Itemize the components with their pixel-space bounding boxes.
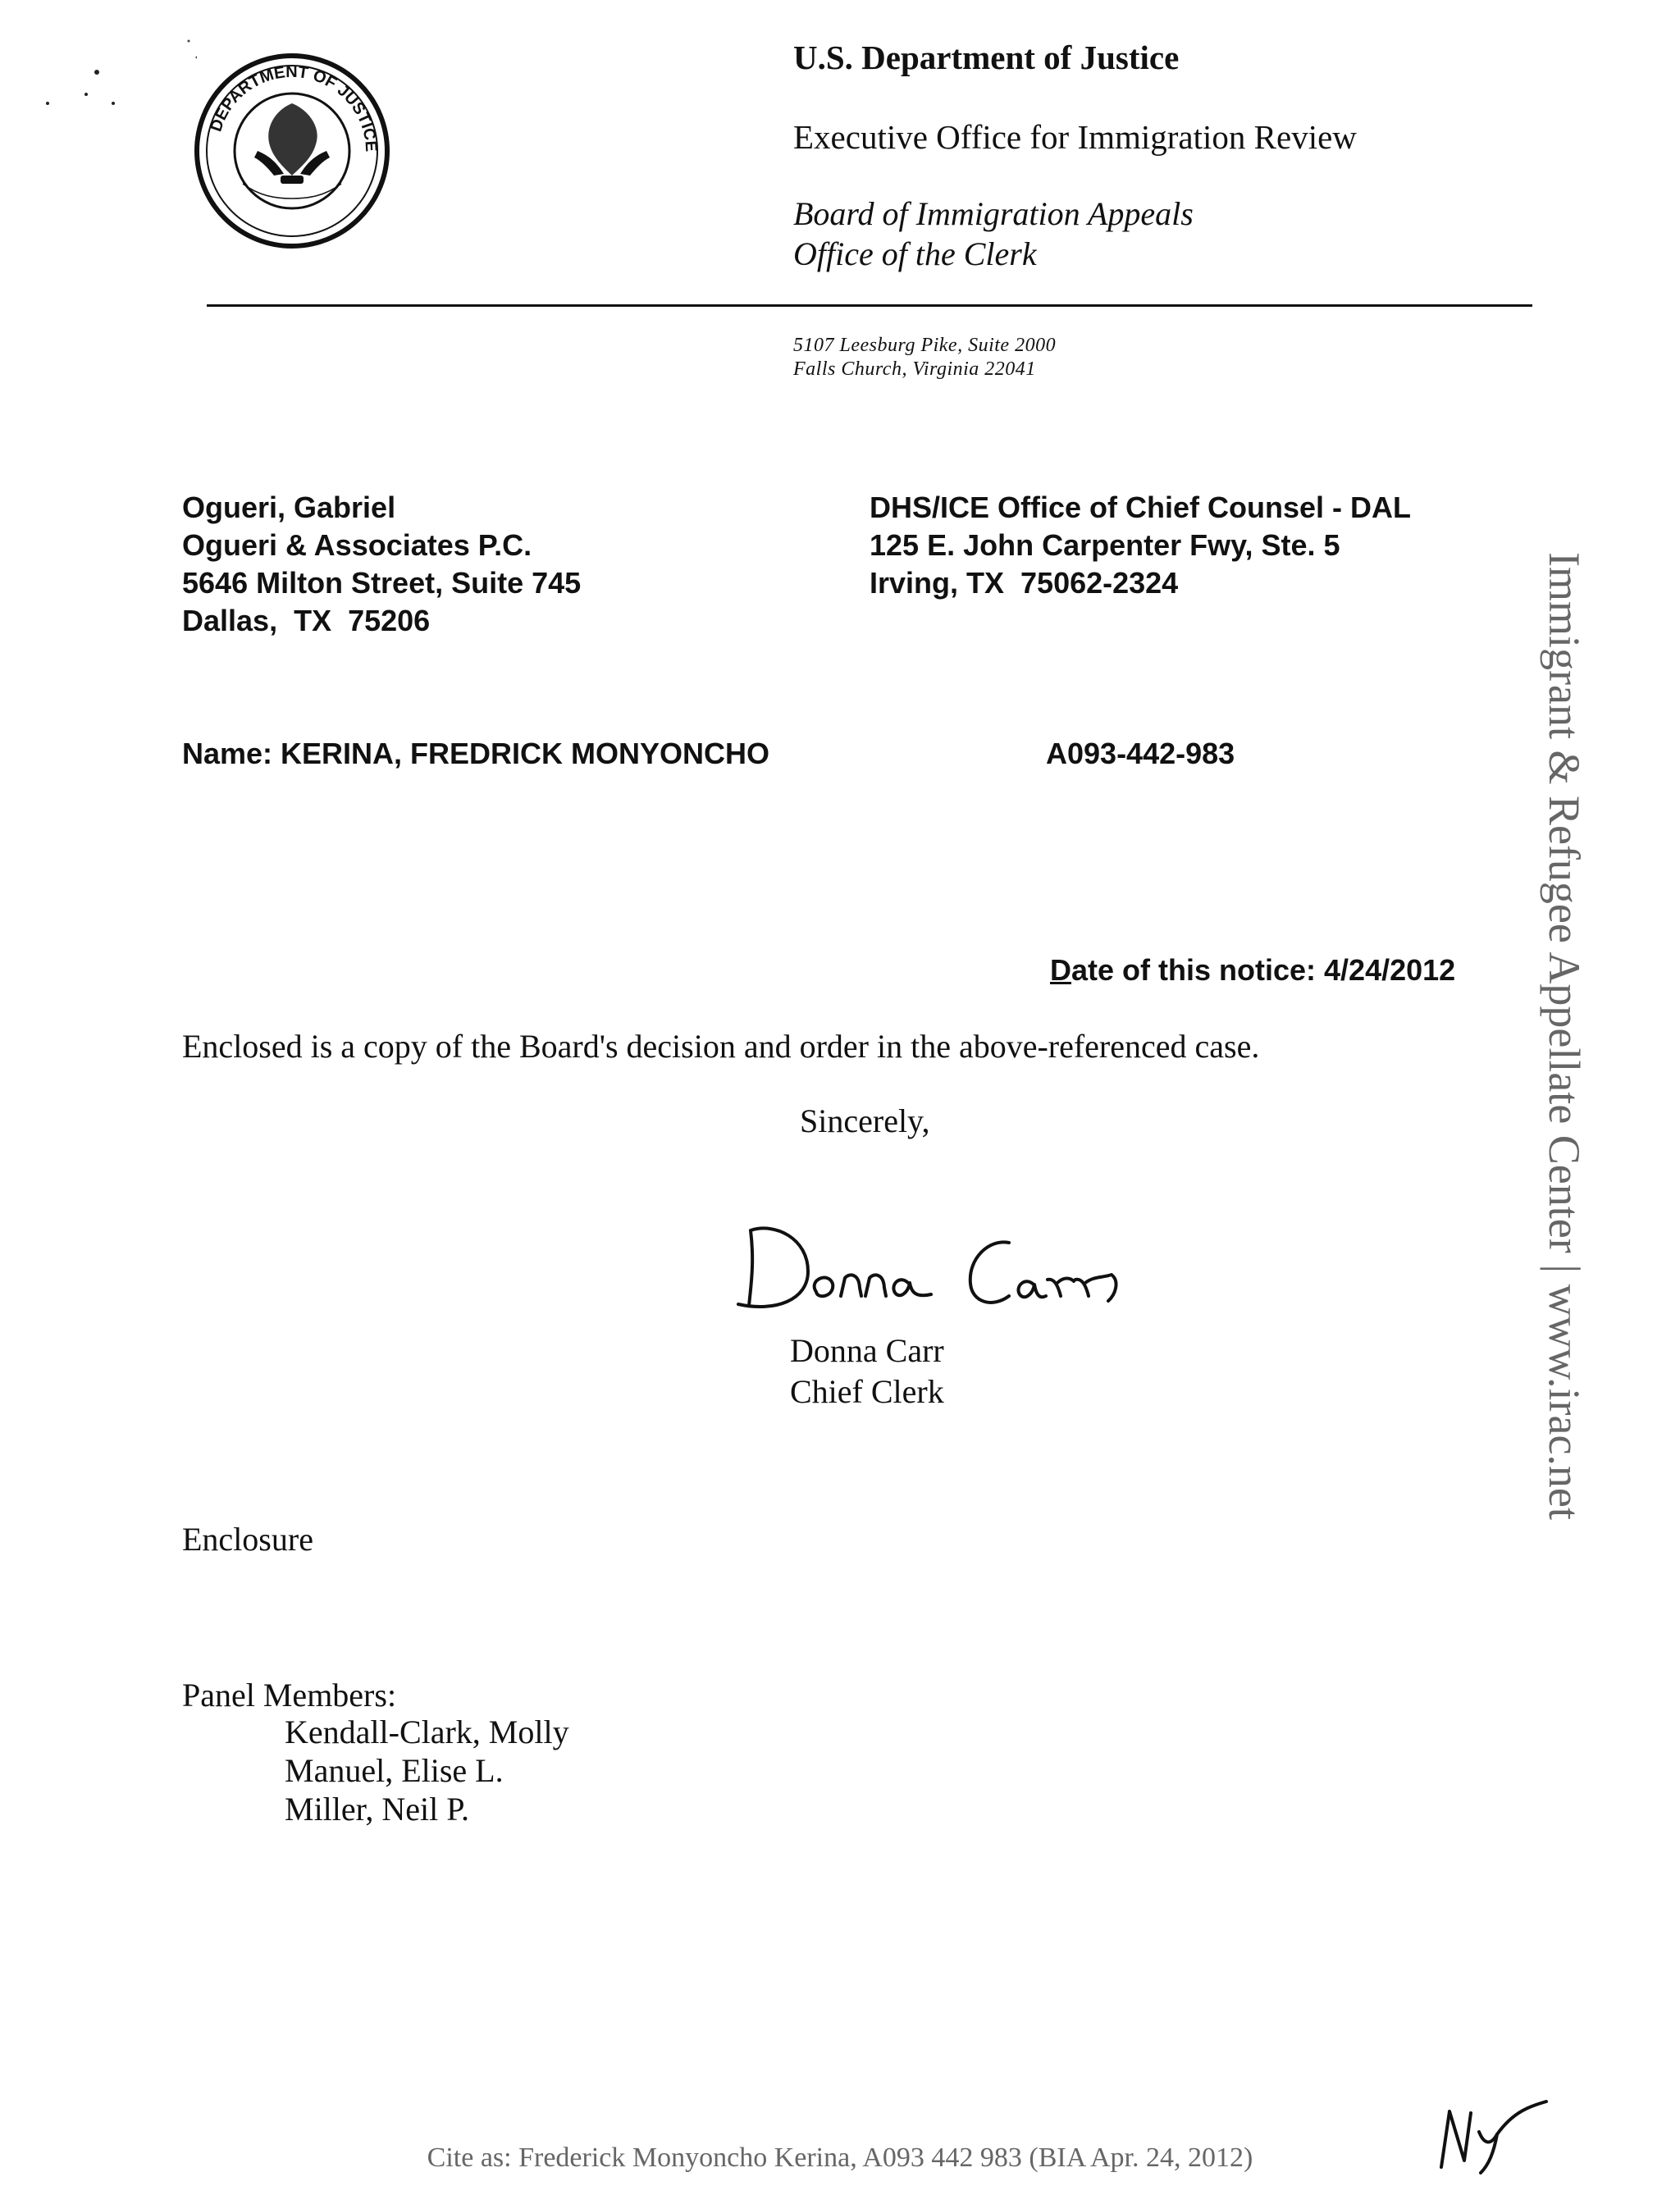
recipient-right-line1: DHS/ICE Office of Chief Counsel - DAL	[870, 491, 1412, 524]
panel-member: Miller, Neil P.	[285, 1791, 470, 1828]
recipient-left-line1: Ogueri, Gabriel	[182, 491, 396, 524]
citation: Cite as: Frederick Monyoncho Kerina, A093 442 983 (BIA Apr. 24, 2012)	[427, 2143, 1253, 2173]
office-name: Executive Office for Immigration Review	[793, 118, 1357, 156]
scan-speckles	[33, 33, 197, 139]
board-name-block	[793, 194, 1194, 274]
board-address-line1: 5107 Leesburg Pike, Suite 2000	[793, 335, 1057, 356]
panel-title: Panel Members:	[182, 1677, 397, 1714]
signer-name: Donna Carr	[790, 1332, 944, 1369]
panel-members	[285, 1713, 569, 1828]
clerk-office-name: Office of the Clerk	[793, 235, 1037, 272]
signer-title: Chief Clerk	[790, 1373, 944, 1410]
notice-date-first-letter: D	[1050, 953, 1071, 987]
alien-number: A093-442-983	[1046, 737, 1235, 770]
doj-seal	[194, 52, 390, 249]
panel-member: Manuel, Elise L.	[285, 1752, 504, 1789]
recipient-right-line2: 125 E. John Carpenter Fwy, Ste. 5	[870, 528, 1340, 562]
recipient-right-line3: Irving, TX 75062-2324	[870, 566, 1179, 600]
header-rule	[207, 304, 1532, 307]
panel-member: Kendall-Clark, Molly	[285, 1714, 569, 1750]
board-name: Board of Immigration Appeals	[793, 195, 1194, 232]
recipient-left-line3: 5646 Milton Street, Suite 745	[182, 566, 582, 600]
notice-date	[1050, 953, 1455, 988]
recipient-right-block	[870, 489, 1411, 602]
department-name: U.S. Department of Justice	[793, 39, 1180, 76]
recipient-left-line4: Dallas, TX 75206	[182, 604, 431, 637]
board-address	[793, 334, 1056, 381]
closing: Sincerely,	[800, 1102, 930, 1139]
board-address-line2: Falls Church, Virginia 22041	[793, 358, 1036, 380]
enclosure-label: Enclosure	[182, 1521, 313, 1558]
signature	[726, 1214, 1185, 1321]
handwritten-initials	[1431, 2095, 1554, 2177]
body-text: Enclosed is a copy of the Board's decision and order in the above-referenced case.	[182, 1028, 1260, 1065]
recipient-left-block	[182, 489, 581, 640]
seal-text: DEPARTMENT OF JUSTICE	[207, 62, 381, 153]
notice-date-rest: ate of this notice: 4/24/2012	[1071, 953, 1456, 987]
recipient-left-line2: Ogueri & Associates P.C.	[182, 528, 532, 562]
signer-block	[790, 1330, 944, 1412]
respondent-name: Name: KERINA, FREDRICK MONYONCHO	[182, 737, 770, 770]
watermark: Immigrant & Refugee Appellate Center | www.irac.net	[1540, 552, 1589, 1520]
